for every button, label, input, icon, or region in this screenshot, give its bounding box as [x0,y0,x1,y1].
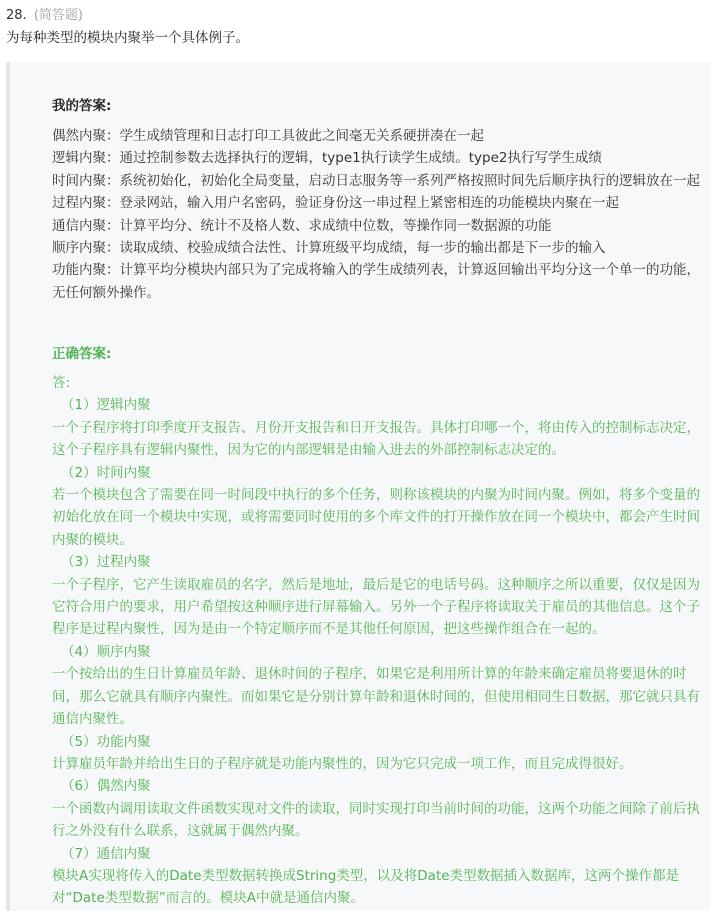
section-heading-temporal: （2）时间内聚 [61,464,151,481]
section-heading-logical: （1）逻辑内聚 [61,397,151,414]
section-heading-coincidental: （6）偶然内聚 [61,778,151,795]
section-body-procedural: 一个子程序，它产生读取雇员的名字，然后是地址，最后是它的电话号码。这种顺序之所以重要，仅仅是因为它符合用户的要求，用户希望按这种顺序进行屏幕输入。另外一个子程序将读取关于雇员的其他信息。这个子程序是过程内聚性，因为是由一个特定顺序而不是其他任何原因，把这些操作组合在一起的。 [52,576,700,638]
section-heading-communicational: （7）通信内聚 [61,845,151,862]
my-answer-line-logical: 逻辑内聚：通过控制参数去选择执行的逻辑，type1执行读学生成绩。type2执行写学生成绩 [52,150,602,167]
my-answer-line-coincidental: 偶然内聚：学生成绩管理和日志打印工具彼此之间毫无关系硬拼凑在一起 [52,128,484,144]
question-header [6,6,83,26]
section-heading-sequential: （4）顺序内聚 [61,643,151,660]
section-heading-functional: （5）功能内聚 [61,733,151,750]
correct-answer-label: 正确答案: [52,346,112,362]
my-answer-line-sequential: 顺序内聚：读取成绩、校验成绩合法性、计算班级平均成绩，每一步的输出都是下一步的输入 [52,240,606,257]
my-answer-line-procedural: 过程内聚：登录网站，输入用户名密码，验证身份这一串过程上紧密相连的功能模块内聚在一起 [52,195,619,212]
question-number: 28. [6,8,27,23]
my-answer-label: 我的答案: [52,98,112,114]
correct-answer-intro: 答: [52,375,71,391]
section-heading-procedural: （3）过程内聚 [61,554,151,571]
correct-answer-content [52,372,702,910]
section-body-communicational: 模块A实现将传入的Date类型数据转换成String类型，以及将Date类型数据插入数据库，这两个操作都是对“Date类型数据”而言的。模块A中就是通信内聚。 [52,867,680,907]
section-body-temporal: 若一个模块包含了需要在同一时间段中执行的多个任务，则称该模块的内聚为时间内聚。例如，将多个变量的初始化放在同一个模块中实现，或将需要同时使用的多个库文件的打开操作放在同一个模块中，都会产生时间内聚的模块。 [52,487,700,548]
my-answer-line-communicational: 通信内聚：计算平均分、统计不及格人数、求成绩中位数，等操作同一数据源的功能 [52,217,552,234]
section-body-sequential: 一个按给出的生日计算雇员年龄、退休时间的子程序，如果它是利用所计算的年龄来确定雇员将要退休的时间，那么它就具有顺序内聚性。而如果它是分别计算年龄和退休时间的，但使用相同生日数据，那它就只具有通信内聚性。 [52,666,700,728]
section-body-functional: 计算雇员年龄并给出生日的子程序就是功能内聚性的，因为它只完成一项工作，而且完成得很好。 [52,755,633,772]
my-answer-line-temporal: 时间内聚：系统初始化，初始化全局变量，启动日志服务等一系列严格按照时间先后顺序执行的逻辑放在一起 [52,172,700,189]
section-body-logical: 一个子程序将打印季度开支报告、月份开支报告和日开支报告。具体打印哪一个，将由传入的控制标志决定，这个子程序具有逻辑内聚性，因为它的内部逻辑是由输入进去的外部控制标志决定的。 [52,419,700,459]
question-type: (简答题) [33,8,83,23]
my-answer-line-functional: 功能内聚：计算平均分模块内部只为了完成将输入的学生成绩列表，计算返回输出平均分这一个单一的功能，无任何额外操作。 [52,262,700,301]
question-text: 为每种类型的模块内聚举一个具体例子。 [6,30,249,46]
my-answer-content [52,125,702,304]
section-body-coincidental: 一个函数内调用读取文件函数实现对文件的读取，同时实现打印当前时间的功能，这两个功能之间除了前后执行之外没有什么联系，这就属于偶然内聚。 [52,800,700,840]
